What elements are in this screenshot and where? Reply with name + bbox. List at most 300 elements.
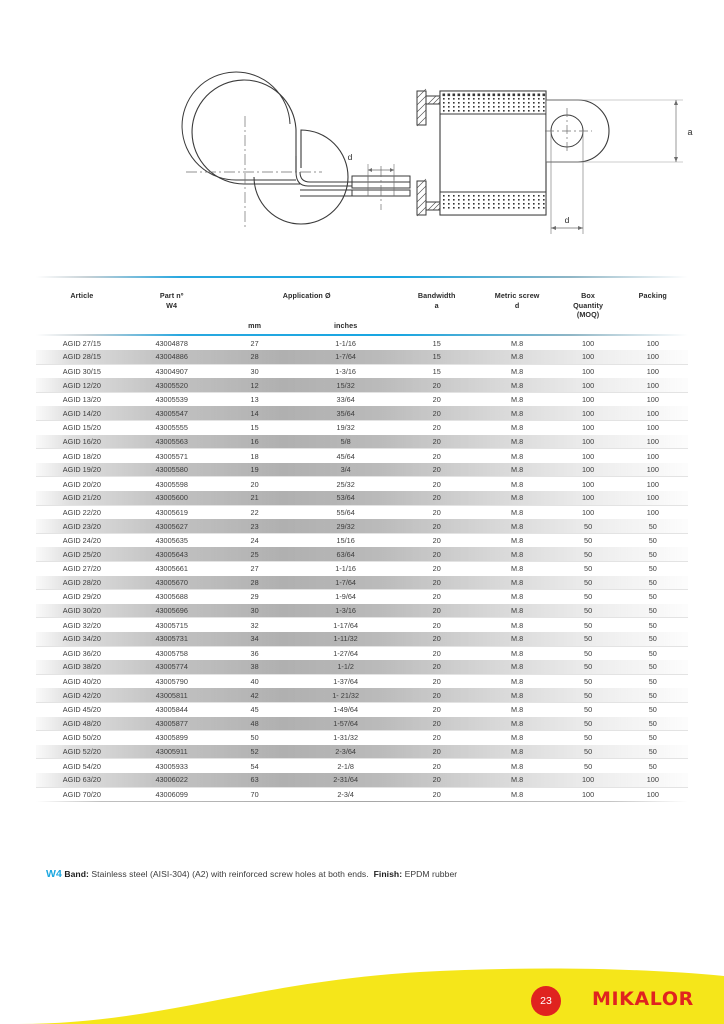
cell-article: AGID 38/20 — [62, 662, 101, 672]
cell-band: 20 — [432, 606, 441, 616]
cell-mm: 18 — [216, 449, 294, 463]
table-row — [36, 449, 688, 463]
table-row — [36, 773, 688, 787]
cell-pack: 50 — [648, 662, 657, 672]
cell-part: 43005539 — [128, 392, 216, 406]
cell-inches: 1-49/64 — [294, 702, 398, 716]
cell-mm: 30 — [216, 364, 294, 378]
cell-article: AGID 63/20 — [62, 775, 101, 785]
cell-article: AGID 16/20 — [62, 436, 101, 446]
cell-band: 20 — [398, 590, 476, 604]
cell-article: AGID 29/20 — [36, 590, 128, 604]
cell-screw: M.8 — [511, 521, 524, 531]
cell-band: 20 — [432, 577, 441, 587]
table-row — [36, 731, 688, 745]
cell-screw: M.8 — [476, 477, 559, 491]
cell-band: 20 — [398, 674, 476, 688]
table-row — [36, 660, 688, 674]
product-table-body-wrap — [36, 336, 688, 801]
dim-label-d-section: d — [564, 215, 570, 225]
cell-part: 43005670 — [155, 577, 188, 587]
cell-screw: M.8 — [511, 352, 524, 362]
material-note — [46, 868, 457, 880]
cell-band: 20 — [432, 465, 441, 475]
cell-box: 100 — [581, 775, 595, 785]
cell-inches: 45/64 — [294, 449, 398, 463]
table-row — [36, 421, 688, 435]
cell-box: 50 — [584, 718, 593, 728]
cell-mm: 27 — [216, 562, 294, 576]
table-row — [36, 562, 688, 576]
note-band-text: Stainless steel (AISI-304) (A2) with reinforced screw holes at both ends. — [91, 869, 369, 879]
cell-pack: 100 — [646, 338, 659, 348]
cell-screw: M.8 — [511, 436, 524, 446]
application-title: Application Ø — [282, 291, 331, 300]
cell-band: 20 — [432, 521, 441, 531]
cell-part: 43005844 — [128, 702, 216, 716]
cell-article: AGID 30/15 — [36, 364, 128, 378]
note-finish-text: EPDM rubber — [404, 869, 458, 879]
col-header-application-inches: inches — [333, 321, 358, 330]
cell-box: 100 — [559, 505, 618, 519]
cell-screw: M.8 — [476, 533, 559, 547]
cell-article: AGID 13/20 — [36, 392, 128, 406]
cell-part: 43005571 — [128, 449, 216, 463]
cell-article: AGID 36/20 — [36, 646, 128, 660]
part-no-line2: W4 — [166, 300, 178, 310]
cell-inches: 29/32 — [336, 521, 355, 531]
cell-band: 20 — [432, 775, 441, 785]
cell-screw: M.8 — [511, 338, 524, 348]
cell-box: 50 — [559, 533, 618, 547]
cell-article: AGID 20/20 — [36, 477, 128, 491]
cell-band: 20 — [398, 533, 476, 547]
cell-pack: 50 — [648, 690, 657, 700]
dim-label-d-side: d — [347, 152, 353, 162]
cell-band: 20 — [398, 421, 476, 435]
cell-inches: 53/64 — [336, 493, 355, 503]
cell-article: AGID 15/20 — [36, 421, 128, 435]
table-row — [36, 463, 688, 477]
cell-pack: 100 — [618, 477, 688, 491]
cell-screw: M.8 — [511, 718, 524, 728]
cell-screw: M.8 — [511, 662, 524, 672]
table-row — [36, 505, 688, 519]
cell-box: 100 — [581, 338, 595, 348]
cell-part: 43005811 — [155, 690, 188, 700]
cell-screw: M.8 — [476, 505, 559, 519]
cell-inches: 1-7/64 — [335, 577, 356, 587]
cell-pack: 100 — [618, 787, 688, 801]
cell-inches: 1-31/32 — [294, 731, 398, 745]
col-header-application-mm: mm — [248, 321, 262, 330]
cell-pack: 100 — [646, 352, 659, 362]
cell-part: 43005731 — [155, 634, 188, 644]
cell-band: 20 — [432, 718, 441, 728]
cell-inches: 1-11/32 — [333, 634, 358, 644]
table-row — [36, 576, 688, 590]
cell-screw: M.8 — [476, 421, 559, 435]
cell-pack: 50 — [648, 718, 657, 728]
cell-screw: M.8 — [511, 577, 524, 587]
mikalor-logo — [592, 988, 694, 1010]
cell-band: 20 — [432, 408, 441, 418]
cell-screw: M.8 — [476, 646, 559, 660]
cell-mm: 28 — [250, 352, 259, 362]
cell-screw: M.8 — [511, 634, 524, 644]
cell-article: AGID 34/20 — [62, 634, 101, 644]
rubber-texture-top — [443, 94, 545, 96]
cell-band: 20 — [432, 380, 441, 390]
cell-part: 43005877 — [155, 718, 188, 728]
table-row — [36, 491, 688, 505]
cell-band: 20 — [398, 392, 476, 406]
cell-pack: 100 — [646, 408, 659, 418]
cell-article: AGID 28/20 — [62, 577, 101, 587]
cell-pack: 50 — [618, 731, 688, 745]
cell-part: 43005619 — [128, 505, 216, 519]
cell-screw: M.8 — [476, 787, 559, 801]
cell-article: AGID 27/20 — [36, 562, 128, 576]
cell-article: AGID 42/20 — [62, 690, 101, 700]
cell-box: 50 — [584, 606, 593, 616]
table-row — [36, 519, 688, 533]
cell-part: 43004907 — [128, 364, 216, 378]
cell-part: 43005715 — [128, 618, 216, 632]
cell-band: 20 — [432, 634, 441, 644]
page-number: 23 — [540, 995, 552, 1007]
cell-article: AGID 22/20 — [36, 505, 128, 519]
box-line1: Box — [581, 291, 596, 300]
screw-line1: Metric screw — [494, 291, 540, 300]
cell-band: 20 — [398, 759, 476, 773]
cell-pack: 50 — [648, 521, 657, 531]
cell-article: AGID 27/15 — [62, 338, 101, 348]
cell-article: AGID 54/20 — [36, 759, 128, 773]
cell-screw: M.8 — [476, 590, 559, 604]
cell-part: 43006022 — [155, 775, 188, 785]
cell-part: 43005598 — [128, 477, 216, 491]
cell-screw: M.8 — [476, 364, 559, 378]
cell-mm: 45 — [216, 702, 294, 716]
dim-label-a-section: a — [687, 127, 693, 137]
cell-mm: 54 — [216, 759, 294, 773]
cell-inches: 2-3/64 — [335, 747, 356, 757]
cell-mm: 19 — [250, 465, 259, 475]
cell-screw: M.8 — [476, 449, 559, 463]
cell-pack: 50 — [618, 533, 688, 547]
table-row — [36, 787, 688, 801]
cell-article: AGID 48/20 — [62, 718, 101, 728]
cell-box: 100 — [559, 787, 618, 801]
col-header-article: Article — [70, 291, 94, 300]
cell-pack: 50 — [618, 590, 688, 604]
cell-box: 100 — [581, 352, 595, 362]
cell-band: 20 — [432, 493, 441, 503]
cell-mm: 29 — [216, 590, 294, 604]
cell-mm: 15 — [216, 421, 294, 435]
cell-mm: 14 — [250, 408, 259, 418]
cell-mm: 40 — [216, 674, 294, 688]
cell-box: 50 — [584, 690, 593, 700]
cell-inches: 1-37/64 — [294, 674, 398, 688]
cell-inches: 55/64 — [294, 505, 398, 519]
cell-article: AGID 40/20 — [36, 674, 128, 688]
cell-screw: M.8 — [511, 408, 524, 418]
table-row — [36, 632, 688, 646]
cell-pack: 100 — [646, 775, 659, 785]
cell-inches: 1-3/16 — [335, 606, 356, 616]
cell-inches: 1-1/16 — [335, 338, 356, 348]
cell-pack: 100 — [618, 505, 688, 519]
cell-part: 43005899 — [128, 731, 216, 745]
cell-inches: 15/16 — [294, 533, 398, 547]
cell-box: 50 — [559, 759, 618, 773]
cell-part: 43004886 — [155, 352, 188, 362]
cell-band: 20 — [398, 646, 476, 660]
cell-box: 100 — [559, 477, 618, 491]
cell-part: 43005627 — [155, 521, 188, 531]
p-clip-side-view — [182, 72, 410, 228]
cell-band: 20 — [432, 549, 441, 559]
cell-pack: 50 — [618, 674, 688, 688]
cell-article: AGID 28/15 — [62, 352, 101, 362]
cell-inches: 2-1/8 — [294, 759, 398, 773]
cell-mm: 36 — [216, 646, 294, 660]
table-row — [36, 717, 688, 731]
cell-inches: 63/64 — [336, 549, 355, 559]
cell-screw: M.8 — [511, 549, 524, 559]
cell-mm: 52 — [250, 747, 259, 757]
col-header-box-quantity — [559, 278, 618, 334]
cell-pack: 100 — [646, 465, 659, 475]
cell-pack: 50 — [618, 562, 688, 576]
cell-mm: 12 — [250, 380, 259, 390]
cell-mm: 13 — [216, 392, 294, 406]
cell-inches: 1-1/16 — [294, 562, 398, 576]
cell-article: AGID 25/20 — [62, 549, 101, 559]
cell-inches: 1- 21/32 — [332, 690, 360, 700]
cell-screw: M.8 — [476, 392, 559, 406]
cell-article: AGID 50/20 — [36, 731, 128, 745]
cell-inches: 1-1/2 — [337, 662, 354, 672]
cell-mm: 48 — [250, 718, 259, 728]
cell-pack: 50 — [648, 577, 657, 587]
cell-screw: M.8 — [476, 731, 559, 745]
cell-band: 20 — [432, 690, 441, 700]
cell-article: AGID 19/20 — [62, 465, 101, 475]
cell-mm: 50 — [216, 731, 294, 745]
cell-band: 15 — [432, 338, 441, 348]
table-row — [36, 674, 688, 688]
product-table — [36, 278, 688, 334]
cell-band: 20 — [432, 662, 441, 672]
cell-screw: M.8 — [476, 759, 559, 773]
cell-article: AGID 45/20 — [36, 702, 128, 716]
cell-inches: 5/8 — [340, 436, 351, 446]
cell-mm: 21 — [250, 493, 259, 503]
drawings-svg — [0, 60, 724, 250]
cell-mm: 27 — [250, 338, 259, 348]
cell-pack: 50 — [618, 759, 688, 773]
bandwidth-line1: Bandwidth — [417, 291, 456, 300]
cell-screw: M.8 — [511, 690, 524, 700]
cell-mm: 38 — [250, 662, 259, 672]
cell-box: 100 — [581, 408, 595, 418]
cell-inches: 33/64 — [294, 392, 398, 406]
cell-part: 43005643 — [155, 549, 188, 559]
bandwidth-line2: a — [434, 300, 439, 310]
cell-mm: 20 — [216, 477, 294, 491]
table-row — [36, 392, 688, 406]
cell-mm: 22 — [216, 505, 294, 519]
cell-band: 20 — [398, 618, 476, 632]
cell-part: 43005600 — [155, 493, 188, 503]
cell-band: 20 — [398, 731, 476, 745]
cell-band: 20 — [398, 702, 476, 716]
cell-inches: 1-57/64 — [333, 718, 359, 728]
cell-part: 43005696 — [155, 606, 188, 616]
cell-article: AGID 12/20 — [62, 380, 101, 390]
cell-inches: 1-9/64 — [294, 590, 398, 604]
mikalor-logo-text: MIKALOR — [592, 988, 694, 1010]
cell-pack: 50 — [618, 646, 688, 660]
cell-box: 50 — [584, 634, 593, 644]
cell-box: 50 — [559, 590, 618, 604]
cell-box: 50 — [584, 577, 593, 587]
cell-article: AGID 70/20 — [36, 787, 128, 801]
cell-part: 43006099 — [128, 787, 216, 801]
table-row — [36, 745, 688, 759]
cell-box: 50 — [559, 674, 618, 688]
cell-box: 50 — [559, 646, 618, 660]
cell-box: 50 — [559, 702, 618, 716]
cell-inches: 3/4 — [340, 465, 351, 475]
col-header-part-no — [128, 278, 216, 334]
table-body — [36, 336, 688, 801]
cell-box: 100 — [559, 449, 618, 463]
table-row — [36, 364, 688, 378]
cell-box: 50 — [559, 731, 618, 745]
cell-part: 43005555 — [128, 421, 216, 435]
cell-pack: 100 — [618, 449, 688, 463]
cell-pack: 50 — [618, 702, 688, 716]
cell-mm: 25 — [250, 549, 259, 559]
cell-mm: 30 — [250, 606, 259, 616]
box-line2: Quantity — [573, 300, 604, 310]
cell-box: 50 — [584, 521, 593, 531]
cell-pack: 50 — [648, 634, 657, 644]
cell-mm: 34 — [250, 634, 259, 644]
cell-band: 20 — [398, 505, 476, 519]
cell-band: 20 — [432, 436, 441, 446]
table-row — [36, 406, 688, 420]
cell-band: 20 — [432, 747, 441, 757]
cell-band: 20 — [398, 449, 476, 463]
cell-part: 43005563 — [155, 436, 188, 446]
cell-pack: 50 — [618, 618, 688, 632]
cell-band: 20 — [398, 477, 476, 491]
note-w4-label: W4 — [46, 868, 62, 880]
cell-mm: 16 — [250, 436, 259, 446]
cell-part: 43005635 — [128, 533, 216, 547]
cell-part: 43005580 — [155, 465, 188, 475]
cell-part: 43005688 — [128, 590, 216, 604]
cell-pack: 50 — [648, 606, 657, 616]
table-row — [36, 477, 688, 491]
note-band-label: Band: — [64, 869, 89, 879]
cell-pack: 50 — [648, 549, 657, 559]
cell-article: AGID 14/20 — [62, 408, 101, 418]
cell-inches: 1-27/64 — [294, 646, 398, 660]
cell-inches: 15/32 — [336, 380, 355, 390]
table-row — [36, 688, 688, 702]
cell-inches: 2-31/64 — [333, 775, 359, 785]
cell-pack: 100 — [618, 364, 688, 378]
cell-screw: M.8 — [476, 702, 559, 716]
cell-article: AGID 30/20 — [62, 606, 101, 616]
cell-mm: 70 — [216, 787, 294, 801]
cell-part: 43005911 — [155, 747, 188, 757]
table-row — [36, 604, 688, 618]
cell-part: 43005790 — [128, 674, 216, 688]
cell-inches: 35/64 — [336, 408, 355, 418]
col-header-packing: Packing — [638, 291, 667, 300]
cell-box: 50 — [584, 662, 593, 672]
product-table-container — [36, 276, 688, 802]
box-line3: (MOQ) — [576, 310, 600, 319]
cell-part: 43005661 — [128, 562, 216, 576]
page-number-badge — [531, 986, 561, 1016]
cell-article: AGID 18/20 — [36, 449, 128, 463]
cell-screw: M.8 — [511, 606, 524, 616]
cell-mm: 28 — [250, 577, 259, 587]
cell-inches: 19/32 — [294, 421, 398, 435]
cell-box: 100 — [581, 436, 595, 446]
cell-article: AGID 21/20 — [62, 493, 101, 503]
cell-mm: 32 — [216, 618, 294, 632]
cell-pack: 100 — [618, 392, 688, 406]
table-row — [36, 702, 688, 716]
cell-part: 43005547 — [155, 408, 188, 418]
cell-screw: M.8 — [511, 380, 524, 390]
cell-box: 100 — [581, 465, 595, 475]
cell-box: 50 — [584, 549, 593, 559]
cell-screw: M.8 — [511, 747, 524, 757]
table-row — [36, 533, 688, 547]
cell-part: 43004878 — [155, 338, 188, 348]
cell-mm: 63 — [250, 775, 259, 785]
cell-inches: 2-3/4 — [294, 787, 398, 801]
cell-pack: 100 — [646, 380, 659, 390]
cell-pack: 100 — [646, 436, 659, 446]
col-header-bandwidth — [398, 278, 476, 334]
cell-part: 43005774 — [155, 662, 188, 672]
cell-box: 100 — [581, 493, 595, 503]
cell-article: AGID 52/20 — [62, 747, 101, 757]
table-row — [36, 435, 688, 449]
cell-band: 15 — [398, 364, 476, 378]
technical-drawings — [0, 60, 724, 250]
cell-pack: 50 — [648, 747, 657, 757]
cell-article: AGID 32/20 — [36, 618, 128, 632]
cell-band: 20 — [398, 562, 476, 576]
cell-screw: M.8 — [476, 618, 559, 632]
cell-screw: M.8 — [476, 674, 559, 688]
cell-mm: 23 — [250, 521, 259, 531]
cell-article: AGID 23/20 — [62, 521, 101, 531]
cell-band: 15 — [432, 352, 441, 362]
